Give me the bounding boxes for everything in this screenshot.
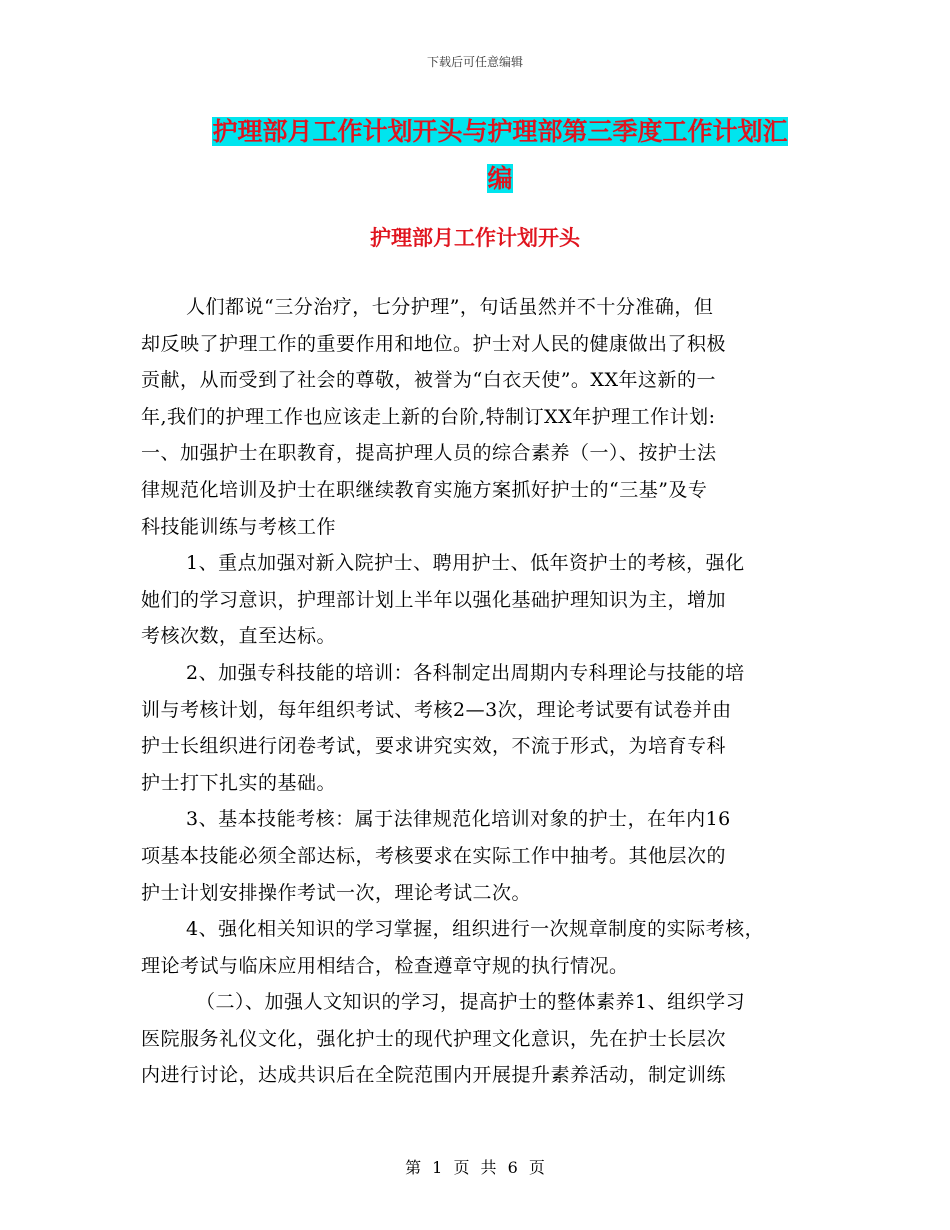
body-text [141,289,813,1094]
paragraph-line: 训与考核计划，每年组织考试、考核2—3次，理论考试要有试卷并由 [141,698,732,721]
paragraph-line: 护士打下扎实的基础。 [141,771,337,794]
paragraph-line: 贡献，从而受到了社会的尊敬，被誉为“白衣天使”。XX年这新的一 [141,369,716,392]
paragraph-line: 她们的学习意识，护理部计划上半年以强化基础护理知识为主，增加 [141,588,727,611]
paragraph-line: 年,我们的护理工作也应该走上新的台阶,特制订XX年护理工作计划: [141,405,716,428]
paragraph-line: 一、加强护士在职教育，提高护理人员的综合素养（一）、按护士法 [141,442,717,465]
page-footer: 第 1 页 共 6 页 [405,1158,545,1177]
document-title-line2: 编 [487,164,513,193]
document-title [190,108,810,202]
section-title: 护理部月工作计划开头 [370,226,580,250]
paragraph-line: 护士计划安排操作考试一次，理论考试二次。 [141,881,532,904]
paragraph-line: 律规范化培训及护士在职继续教育实施方案抓好护士的“三基”及专 [141,478,708,501]
paragraph-line: 3、基本技能考核：属于法律规范化培训对象的护士，在年内16 [186,808,731,831]
paragraph-line: 护士长组织进行闭卷考试，要求讲究实效，不流于形式，为培育专科 [141,735,727,758]
paragraph-line: 项基本技能必须全部达标，考核要求在实际工作中抽考。其他层次的 [141,844,727,867]
paragraph-line: 科技能训练与考核工作 [141,515,337,538]
paragraph-line: 4、强化相关知识的学习掌握，组织进行一次规章制度的实际考核， [186,918,765,941]
paragraph-line: 1、重点加强对新入院护士、聘用护士、低年资护士的考核，强化 [186,552,745,575]
paragraph-line: 理论考试与临床应用相结合，检查遵章守规的执行情况。 [141,954,629,977]
paragraph-line: （二）、加强人文知识的学习，提高护士的整体素养1、组织学习 [196,991,746,1014]
document-title-line1: 护理部月工作计划开头与护理部第三季度工作计划汇 [212,117,788,146]
paragraph-line: 却反映了护理工作的重要作用和地位。护士对人民的健康做出了积极 [141,332,727,355]
paragraph-line: 人们都说“三分治疗，七分护理”，句话虽然并不十分准确，但 [186,296,714,318]
paragraph-line: 医院服务礼仪文化，强化护士的现代护理文化意识，先在护士长层次 [141,1027,727,1050]
paragraph-line: 考核次数，直至达标。 [141,625,337,648]
paragraph-line: 内进行讨论，达成共识后在全院范围内开展提升素养活动，制定训练 [141,1064,727,1087]
header-note: 下载后可任意编辑 [426,55,523,69]
paragraph-line: 2、加强专科技能的培训：各科制定出周期内专科理论与技能的培 [186,661,745,684]
